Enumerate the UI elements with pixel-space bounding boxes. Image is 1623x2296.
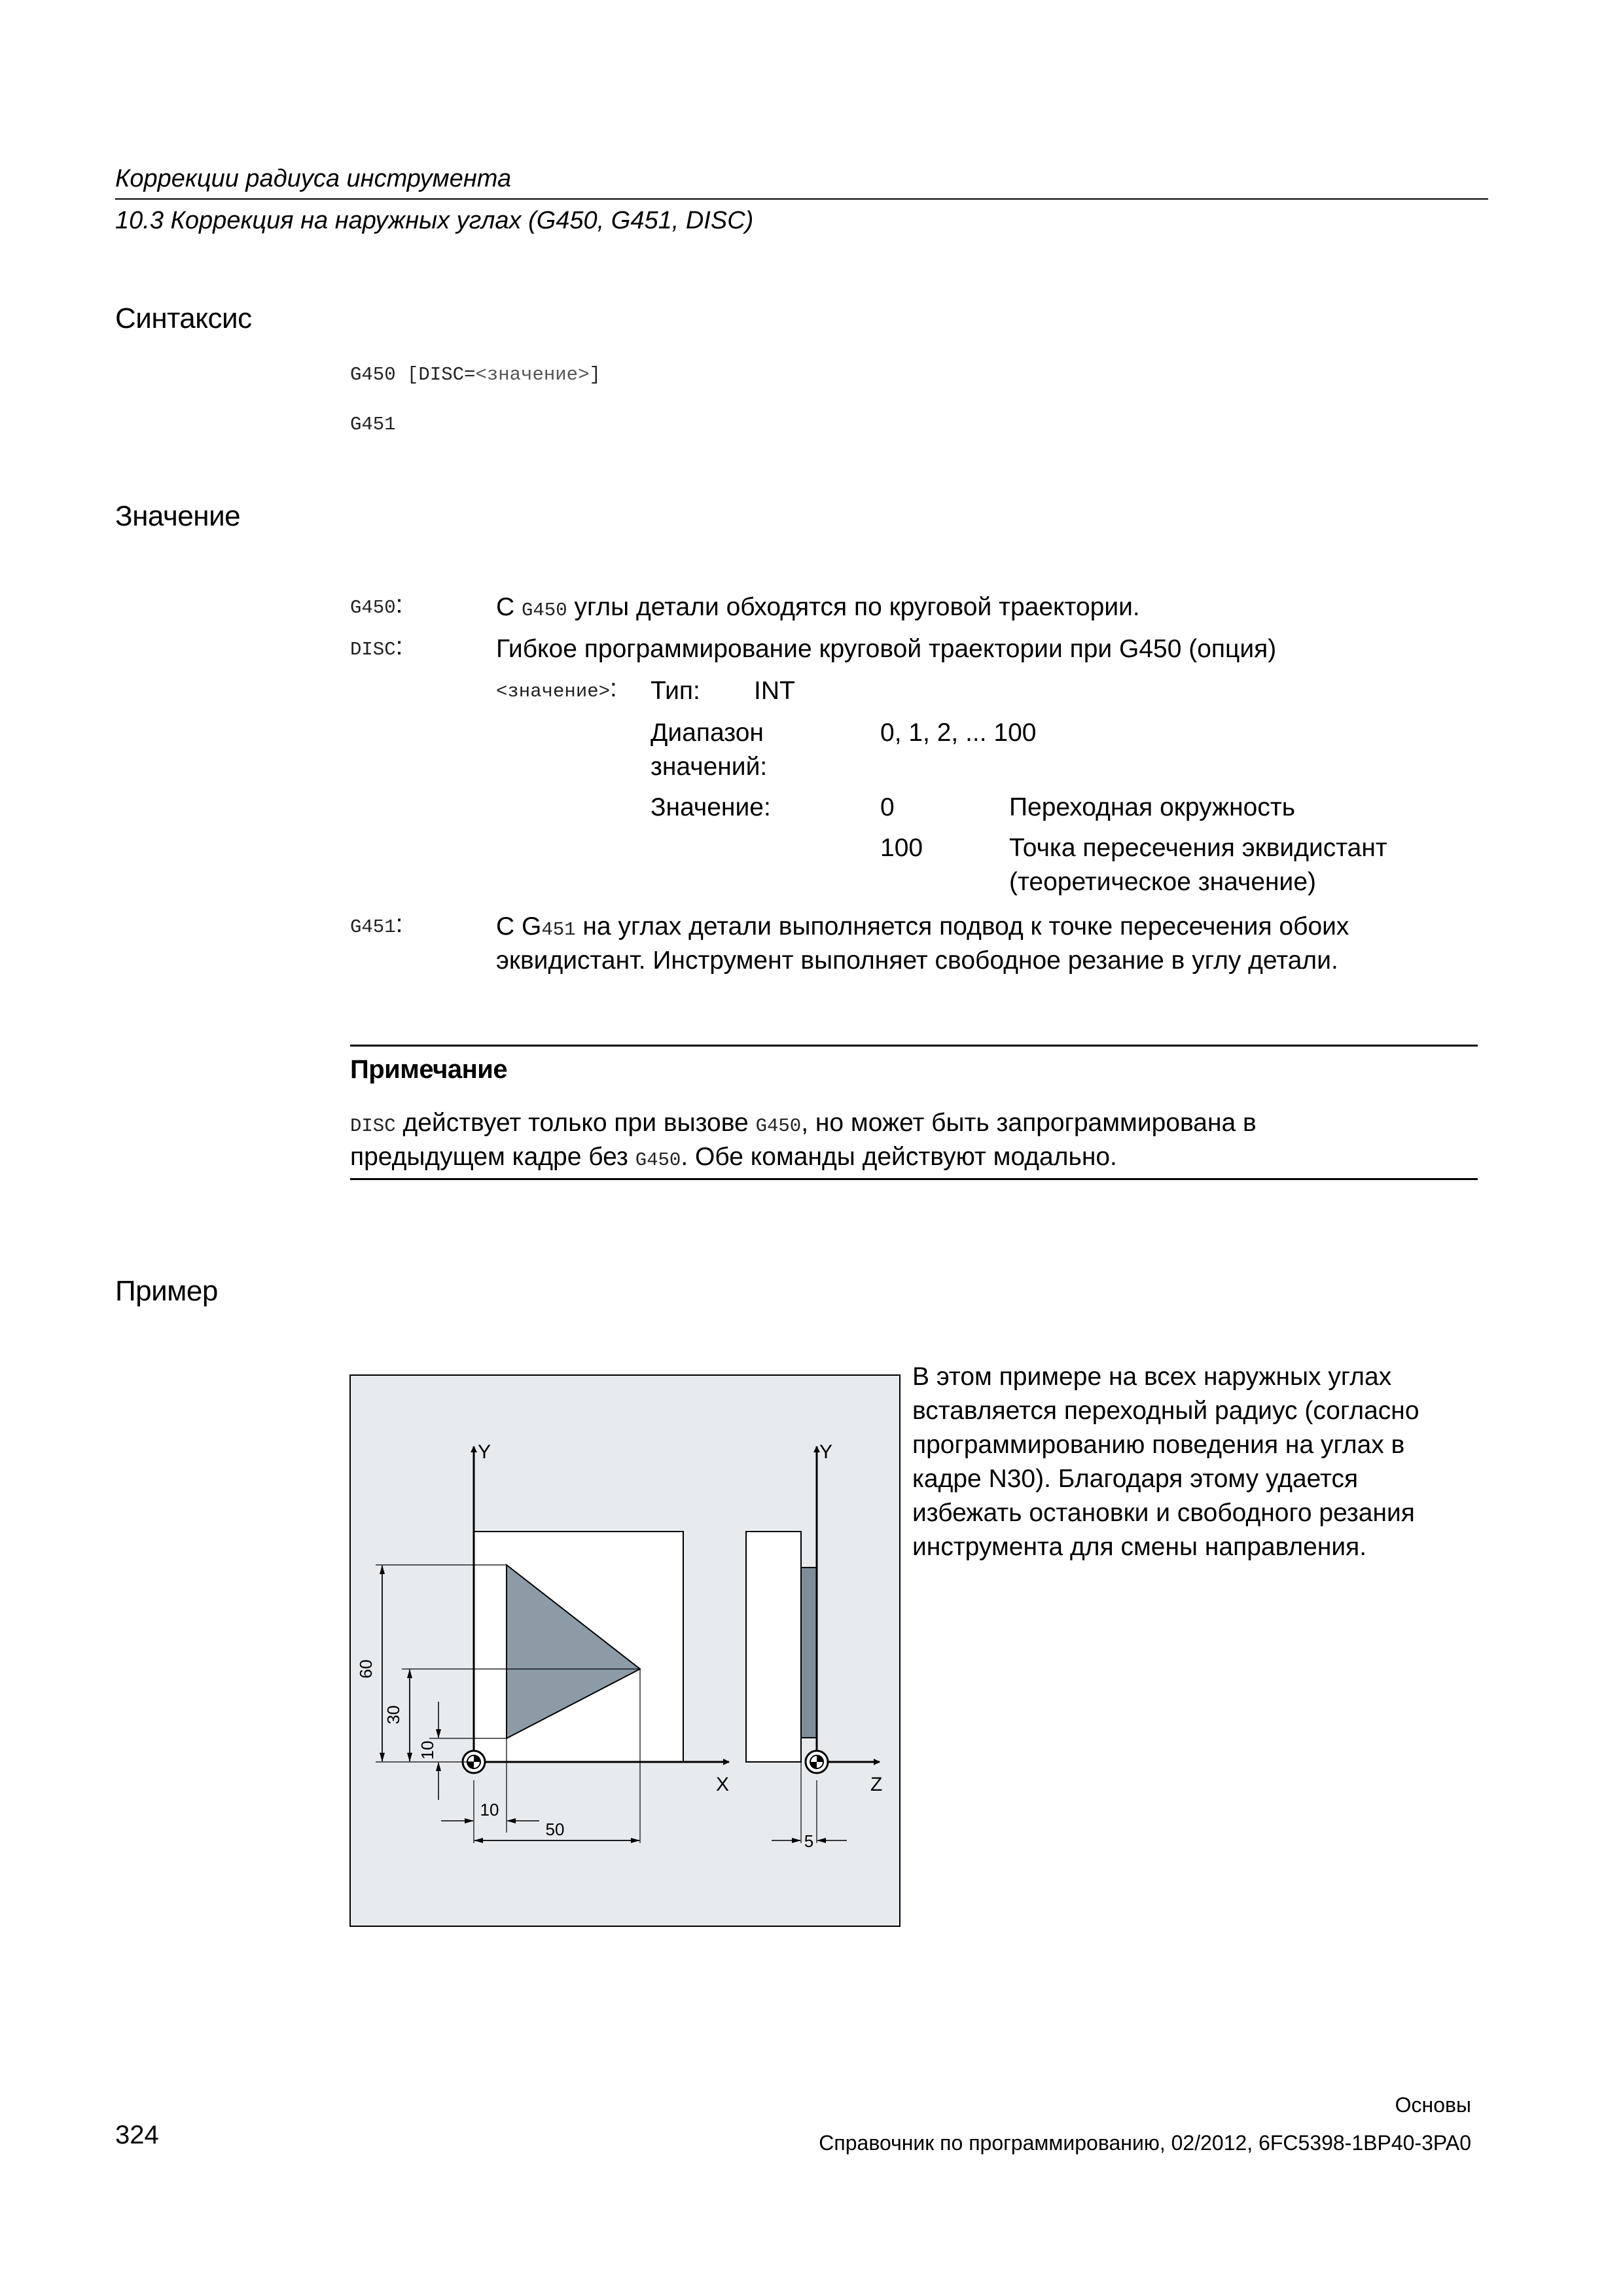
- g451-description-line1: С G451 на углах детали выполняется подвод к точке пересечения обоих: [496, 912, 1349, 941]
- side-view-contour: [801, 1568, 817, 1738]
- range-label-1: Диапазон: [651, 719, 764, 747]
- origin-symbol-right: [806, 1751, 828, 1773]
- y-axis-right-label: Y: [819, 1441, 833, 1463]
- term-value-param: <значение>:: [496, 674, 617, 702]
- term-disc: DISC:: [350, 632, 403, 660]
- y-axis-left-label: Y: [478, 1441, 491, 1463]
- range-value: 0, 1, 2, ... 100: [880, 719, 1037, 747]
- value-100: 100: [880, 834, 923, 862]
- syntax-placeholder: <значение>: [475, 364, 590, 386]
- note-bottom-rule: [350, 1178, 1478, 1180]
- footer-book: Основы: [1395, 2093, 1471, 2117]
- range-label-2: значений:: [651, 753, 768, 781]
- note-line1: DISC действует только при вызове G450, но может быть запрограммирована в: [350, 1109, 1257, 1137]
- z-axis-label: Z: [870, 1774, 883, 1795]
- syntax-line-g451: G451: [350, 414, 396, 435]
- example-figure: [349, 1374, 901, 1927]
- note-line2: предыдущем кадре без G450. Обе команды действуют модально.: [350, 1143, 1117, 1171]
- dim-30-label: 30: [383, 1705, 403, 1725]
- meaning-heading: Значение: [115, 500, 241, 532]
- dim-10-vertical-label: 10: [418, 1740, 437, 1760]
- g451-description-line2: эквидистант. Инструмент выполняет свободное резание в углу детали.: [496, 946, 1338, 975]
- value-0-text: Переходная окружность: [1009, 793, 1296, 821]
- dim-60-label: 60: [356, 1659, 376, 1679]
- value-100-text-1: Точка пересечения эквидистант: [1009, 834, 1387, 862]
- dim-5-label: 5: [804, 1831, 814, 1851]
- type-label: Тип:: [651, 677, 700, 705]
- disc-description: Гибкое программирование круговой траектории при G450 (опция): [496, 635, 1277, 663]
- syntax-heading: Синтаксис: [115, 302, 252, 334]
- value-label: Значение:: [651, 793, 771, 821]
- note-title: Примечание: [350, 1055, 508, 1084]
- type-value: INT: [754, 677, 795, 705]
- running-header-section: 10.3 Коррекция на наружных углах (G450, G451, DISC): [115, 207, 754, 234]
- dim-50-label: 50: [545, 1820, 565, 1839]
- dim-10-horizontal-label: 10: [480, 1800, 499, 1820]
- term-g451: G451:: [350, 910, 403, 938]
- running-header-chapter: Коррекции радиуса инструмента: [115, 165, 512, 192]
- note-top-rule: [350, 1045, 1478, 1047]
- footer-reference: Справочник по программированию, 02/2012, 6FC5398-1BP40-3PA0: [819, 2131, 1471, 2155]
- value-100-text-2: (теоретическое значение): [1009, 868, 1317, 896]
- example-heading: Пример: [115, 1275, 218, 1307]
- value-0: 0: [880, 793, 895, 821]
- syntax-cmd: G450 [DISC=: [350, 364, 476, 386]
- example-description: В этом примере на всех наружных углах вставляется переходный радиус (согласно программированию поведения на углах в кадре N30). Благодаря этому удается избежать остановки и свободного резания инструмента для смены направления.: [912, 1363, 1419, 1561]
- page-number: 324: [115, 2121, 159, 2149]
- side-view-outline: [746, 1532, 801, 1762]
- term-g450: G450:: [350, 590, 403, 619]
- g450-description: С G450 углы детали обходятся по круговой траектории.: [496, 593, 1140, 621]
- header-divider: [115, 198, 1488, 200]
- syntax-end: ]: [589, 364, 601, 386]
- syntax-line-g450: [350, 364, 601, 386]
- x-axis-label: X: [716, 1774, 730, 1795]
